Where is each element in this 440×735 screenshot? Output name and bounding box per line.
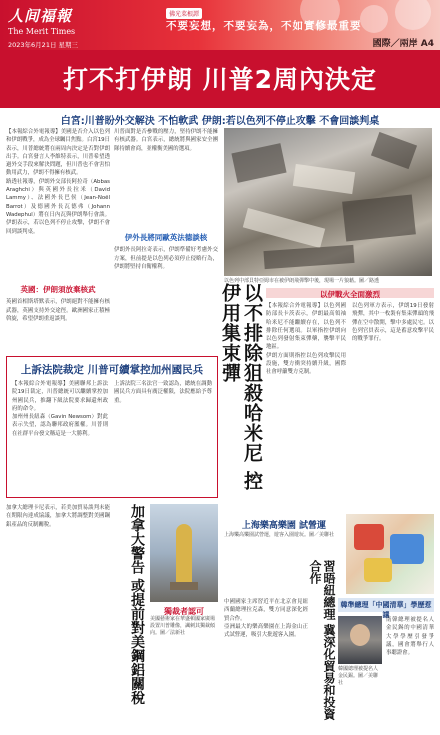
korea-article-col [386,616,434,728]
rubble-shape [371,132,417,169]
statue-photo[interactable] [150,504,218,602]
xi-paragraph: 中國國家主席習近平在北京會見紐西蘭總理拉克森，雙方同意深化經貿合作。 [224,599,308,622]
lead-article-col-1 [6,128,110,280]
lego-shape [364,558,392,582]
israel-article-col-2 [352,302,434,512]
lead-subtitle-iran: 伊外長將同歐英法德談核 [124,233,208,242]
quote-badge: 佛光菜根譚 [166,8,202,19]
lead-paragraph: 【本報綜合外電報導】美國是否介入以色列和伊朗戰爭，成為全球矚目焦點。白宮19日表示，川普總統將在兩周內決定是否對伊朗出手。白宮發言人李維特表示，川普希望透過外交手段來解決問題，但川普也不會害怕動用武力，伊朗不得擁有核武。 [6,129,110,177]
newspaper-logo[interactable] [8,5,75,36]
shanghai-caption: 上海樂高樂園試營運，遊客入園遊玩。圖／美聯社 [224,532,335,538]
national-guard-paragraph: 加州州長紐森（Gavin Newsom）對此表示失望，認為聯邦政府濫權。川普則在社群平台發文稱這是一大勝利。 [12,414,108,437]
canada-vertical-headline[interactable]: 加拿大警告 或提前對美鋼鋁關稅 [129,504,145,705]
masthead-slogan: 不要妄想，不要妄為，不如實修最重要 [166,20,362,32]
lego-photo[interactable] [346,514,434,594]
lead-paragraph: 英國首相斯塔默表示，伊朗絕對不能擁有核武器，英國支持外交途徑。歐洲國家正積極斡旋，希望伊朗重返談判。 [6,299,110,322]
israel-article-col-1 [266,302,346,512]
canada-paragraph: 加拿大總理卡尼表示，若美加貿易談判未能在期限內達成協議，加拿大將調整對美國鋼鋁產品的反制關稅。 [6,505,110,528]
lego-shape [354,524,384,550]
national-guard-title[interactable]: 上訴法院裁定 川普可續掌控加州國民兵 [20,364,204,376]
shanghai-paragraph: 亞洲最大的樂高樂園在上海金山正式試營運，吸引大批遊客入園。 [224,623,308,639]
xi-vertical-headline[interactable]: 習晤紐總理 冀深化貿易和投資合作 [308,560,336,721]
main-headline[interactable]: 打不打伊朗 川普2周內決定 [62,65,378,94]
israel-vertical-headline[interactable]: 以不排除狙殺哈米尼 控伊用集束彈 [219,283,263,491]
photo-caption: 以色列中部貝特亞姆市在被伊朗飛彈擊中後，現場一片狼藉。圖／路透 [224,278,380,284]
issue-date: 2023年6月21日 星期三 [8,41,79,49]
bokeh-decoration [360,5,388,33]
israel-paragraph: 以色列軍方表示，伊朗19日發射飛彈，其中一枚裝有集束彈頭的飛彈在空中散開，擊中多處民宅。以色列官員表示，這是蓄意攻擊平民的戰爭罪行。 [352,303,434,343]
logo-chinese: 人间福報 [8,7,73,25]
rubble-shape [293,164,355,194]
lead-article-col-1b [6,282,110,352]
rubble-shape [342,194,416,241]
statue-caption: 美國藝術家在華盛頓國家廣場設置川普雕像，諷刺其獨裁傾向。圖／法新社 [150,616,216,636]
shanghai-title[interactable]: 上海樂高樂園 試營運 [241,521,327,531]
national-guard-paragraph: 【本報綜合外電報導】美國聯邦上訴法院19日裁定，川普總統可以繼續掌控加州國民兵，推翻下級法院要求歸還州政府的命令。 [12,381,108,412]
israel-paragraph: 【本報綜合外電報導】以色列國防部長卡茨表示，伊朗最高領袖哈米尼不能繼續存在，以色列不排除任何選項。以軍指控伊朗向以色列發射集束彈藥，襲擊平民地區。 [266,303,346,351]
section-label: 國際／兩岸 A4 [372,39,434,49]
israel-paragraph: 伊朗方面則指控以色列攻擊民用設施，雙方衝突持續升級，國際社會呼籲雙方克制。 [266,352,346,376]
statue-base [170,582,198,590]
rubble-shape [263,245,354,269]
lead-paragraph: 伊朗外長阿拉奇表示，伊朗準備好考慮外交方案，但前提是以色列必須停止侵略行為，伊朗將堅持自衛權利。 [114,247,218,270]
statue-caption-title: 獨裁者認可 [164,607,204,616]
national-guard-paragraph: 上訴法院三名法官一致認為，總統在調動國民兵方面具有廣泛權限，法院應給予尊重。 [114,381,212,404]
lead-paragraph: 川普面對是否參戰的壓力，堅持伊朗不能擁有核武器。白宮表示，總統將與國家安全團隊持續會商，並權衡美國的選項。 [114,129,218,152]
masthead [0,0,440,50]
main-subhead: 白宮:川普盼外交解決 不怕軟武 伊朗:若以色列不停止攻擊 不會回談判桌 [60,116,380,127]
xi-article-col [224,598,308,728]
lead-article-col-2 [114,128,218,228]
statue-shape [176,524,192,584]
israel-subtitle: 以伊戰火全面激烈 [320,290,380,299]
korea-photo[interactable] [338,616,382,664]
lead-subtitle-uk: 英國：伊朗須放棄核武 [20,285,96,294]
lead-paragraph: 路透社報導，伊朗外交部長阿拉奇（Abbas Araghchi）與英國外長拉米（David Lammy）、法國外長巴侯（Jean-Noël Barrot）及德國外長瓦德弗（Johann Wadephul）將在日內瓦與伊朗舉行會談。伊朗表示，若以色列不停止攻擊，伊朗不會回到談判桌。 [6,178,110,235]
lead-article-col-2b [114,230,218,352]
national-guard-col-1 [12,380,108,492]
lego-shape [390,534,424,564]
korea-title[interactable]: 韓準總理「中國清華」學歷惹議 [340,601,432,619]
rubble-shape [231,143,286,183]
face-shape [350,624,370,646]
bokeh-decoration [395,0,431,30]
logo-english: The Merit Times [8,27,76,36]
national-guard-col-2 [114,380,212,492]
korea-paragraph: 南韓總理被提名人金民錫的中國清華大學學歷引發爭議，國會將舉行人事聽證會。 [386,617,434,657]
korea-caption: 韓國總理被提名人金民錫。圖／美聯社 [338,666,379,686]
rubble-photo[interactable] [224,128,432,276]
canada-article-col [6,504,110,728]
rubble-shape [243,208,325,248]
